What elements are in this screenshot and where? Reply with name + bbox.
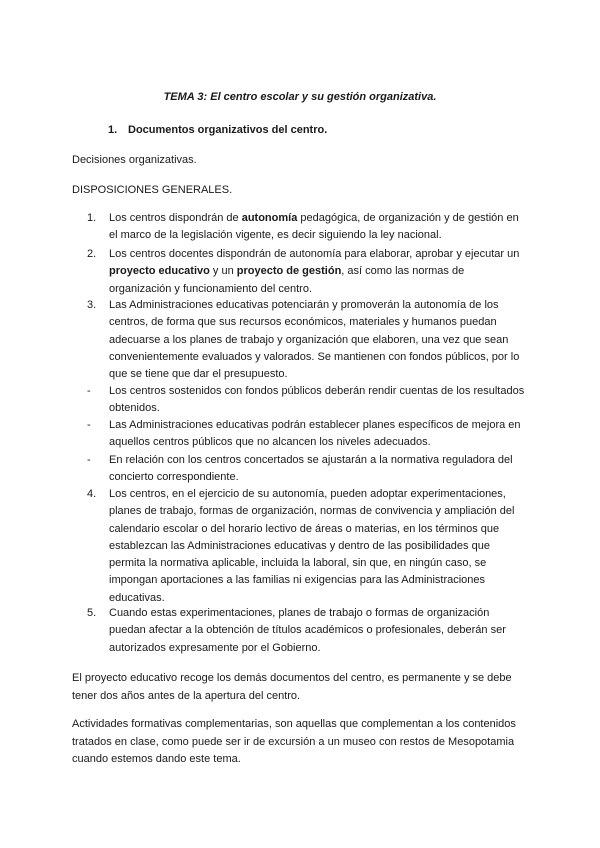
bold-term: proyecto educativo [109, 265, 210, 278]
list-item-text: Cuando estas experimentaciones, planes de trabajo o formas de organización puedan afectar a la obtención de títulos académicos o profesionales, deberán ser autorizados expresamente por el Gobierno. [109, 607, 506, 654]
list-marker: - [87, 385, 91, 397]
list-item-text: Los centros sostenidos con fondos públicos deberán rendir cuentas de los resultados obtenidos. [109, 385, 525, 415]
list-item-text: En relación con los centros concertados se ajustarán a la normativa reguladora del concierto correspondiente. [109, 454, 513, 484]
list-item [87, 297, 527, 383]
list-item-text: Los centros, en el ejercicio de su autonomía, pueden adoptar experimentaciones, planes de trabajo, formas de organización, normas de convivencia y ampliación del calendario escolar o del horario lectivo de áreas o materias, en los términos que establezcan las Administraciones educativas y dentro de las posibilidades que permita la normativa aplicable, incluida la laboral, sin que, en ningún caso, se impongan aportaciones a las familias ni exigencias para las Administraciones educativas. [109, 488, 515, 604]
text-run: y un [209, 265, 237, 278]
list-marker: - [87, 419, 91, 431]
paragraph: Actividades formativas complementarias, son aquellas que complementan a los contenidos tratados en clase, como puede ser ir de excursión a un museo con restos de Mesopotamia cuando estemos dando este tema. [72, 718, 516, 765]
document-title: TEMA 3: El centro escolar y su gestión organizativa. [163, 91, 437, 103]
text-run: Los centros docentes dispondrán de autonomía para elaborar, aprobar y ejecutar un [109, 248, 520, 260]
section-label: Documentos organizativos del centro. [128, 124, 328, 136]
section-heading [108, 122, 327, 139]
bold-term: proyecto de gestión [236, 265, 342, 278]
text-run: pedagógica, de organización y de gestión en el marco de la legislación vigente, es decir siguiendo la ley nacional. [109, 212, 519, 242]
list-marker: - [87, 454, 91, 466]
text-run: Los centros dispondrán de [109, 212, 242, 224]
list-item [87, 383, 527, 418]
list-marker: 1. [87, 212, 97, 224]
list-item [87, 452, 527, 487]
list-marker: 3. [87, 299, 97, 311]
list-item-text [109, 210, 527, 245]
list-item [87, 486, 527, 607]
list-item [87, 417, 527, 452]
list-item [87, 246, 527, 298]
subtitle: Decisiones organizativas. [72, 154, 197, 166]
list-item-text: Las Administraciones educativas potenciarán y promoverán la autonomía de los centros, de forma que sus recursos económicos, materiales y humanos puedan adecuarse a los planes de trabajo y organización que elaboren, una vez que sean convenientemente evaluados y valorados. Se mantienen con fondos públicos, por lo que se tiene que dar el presupuesto. [109, 299, 520, 381]
list-item [87, 605, 527, 657]
general-heading: DISPOSICIONES GENERALES. [72, 184, 233, 196]
text-run: , así como las normas de organización y funcionamiento del centro. [109, 265, 465, 295]
list-marker: 4. [87, 488, 97, 500]
list-marker: 2. [87, 248, 97, 260]
list-item-text [109, 246, 527, 298]
section-number: 1. [108, 124, 118, 136]
list-item [87, 210, 527, 245]
list-item-text: Las Administraciones educativas podrán establecer planes específicos de mejora en aquellos centros públicos que no alcancen los niveles adecuados. [109, 419, 521, 449]
paragraph: El proyecto educativo recoge los demás documentos del centro, es permanente y se debe tener dos años antes de la apertura del centro. [72, 672, 512, 702]
bold-term: autonomía [241, 212, 298, 224]
list-marker: 5. [87, 607, 97, 619]
